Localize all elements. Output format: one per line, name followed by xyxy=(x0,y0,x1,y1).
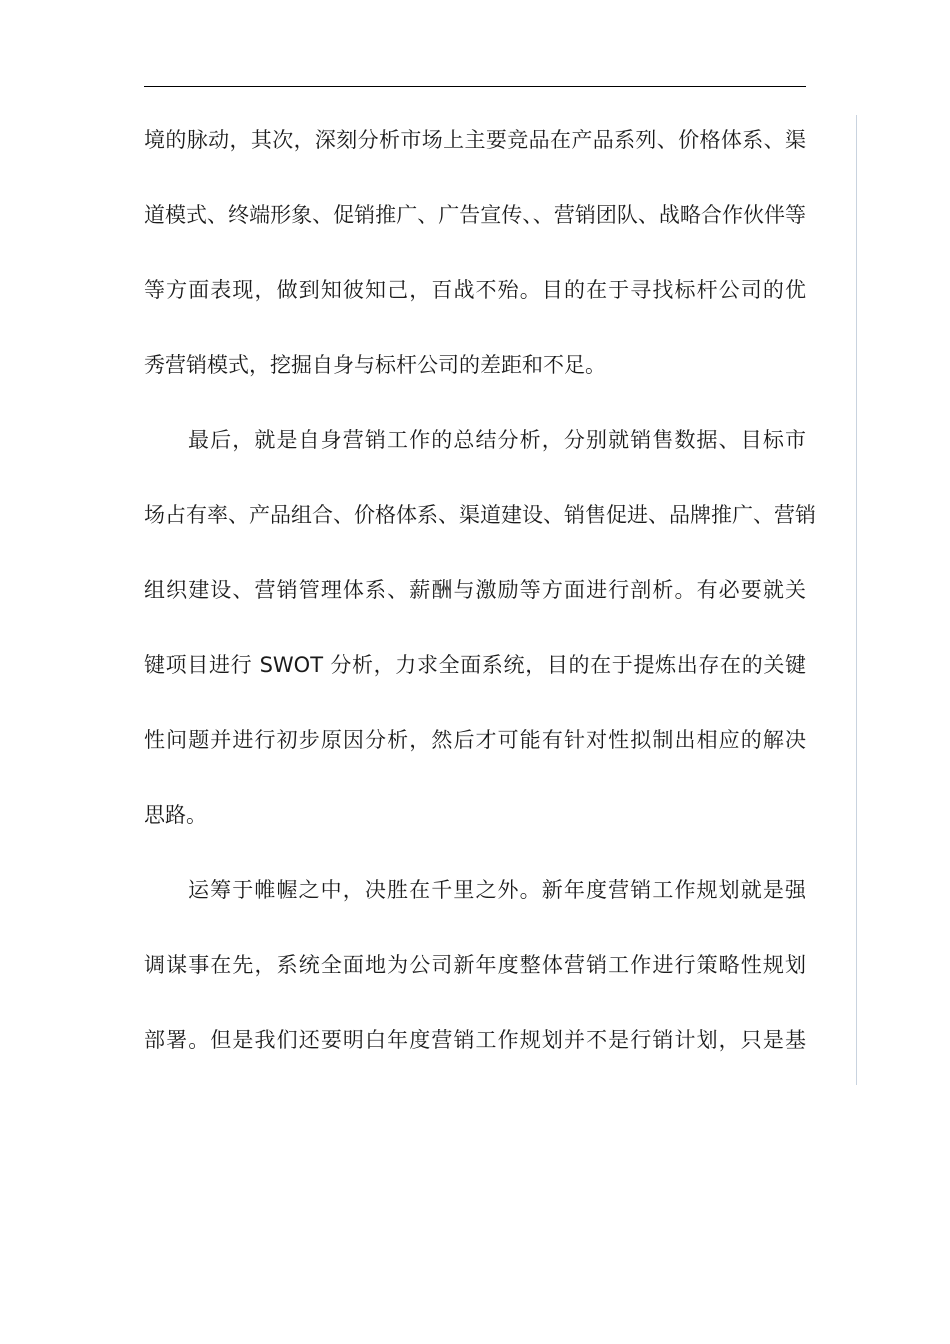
paragraph-line: 道模式、终端形象、促销推广、广告宣传、、营销团队、战略合作伙伴等 xyxy=(144,203,806,227)
paragraph-line: 组织建设、营销管理体系、薪酬与激励等方面进行剖析。有必要就关 xyxy=(144,578,806,602)
paragraph-line: 部署。但是我们还要明白年度营销工作规划并不是行销计划，只是基 xyxy=(144,1028,806,1052)
header-rule xyxy=(144,86,806,87)
paragraph-line: 境的脉动，其次，深刻分析市场上主要竞品在产品系列、价格体系、渠 xyxy=(144,128,806,152)
margin-rule xyxy=(856,115,857,1085)
paragraph-line: 思路。 xyxy=(144,803,207,827)
paragraph-line: 等方面表现，做到知彼知己，百战不殆。目的在于寻找标杆公司的优 xyxy=(144,278,806,302)
paragraph-line: 键项目进行 SWOT 分析，力求全面系统，目的在于提炼出存在的关键 xyxy=(144,653,806,677)
paragraph-line: 秀营销模式，挖掘自身与标杆公司的差距和不足。 xyxy=(144,353,606,377)
paragraph-line: 运筹于帷幄之中，决胜在千里之外。新年度营销工作规划就是强 xyxy=(188,878,806,902)
paragraph-line: 最后，就是自身营销工作的总结分析，分别就销售数据、目标市 xyxy=(188,428,806,452)
document-body xyxy=(144,122,816,1097)
paragraph-line: 调谋事在先，系统全面地为公司新年度整体营销工作进行策略性规划 xyxy=(144,953,806,977)
paragraph-line: 性问题并进行初步原因分析，然后才可能有针对性拟制出相应的解决 xyxy=(144,728,806,752)
paragraph-line: 场占有率、产品组合、价格体系、渠道建设、销售促进、品牌推广、营销 xyxy=(144,503,816,527)
